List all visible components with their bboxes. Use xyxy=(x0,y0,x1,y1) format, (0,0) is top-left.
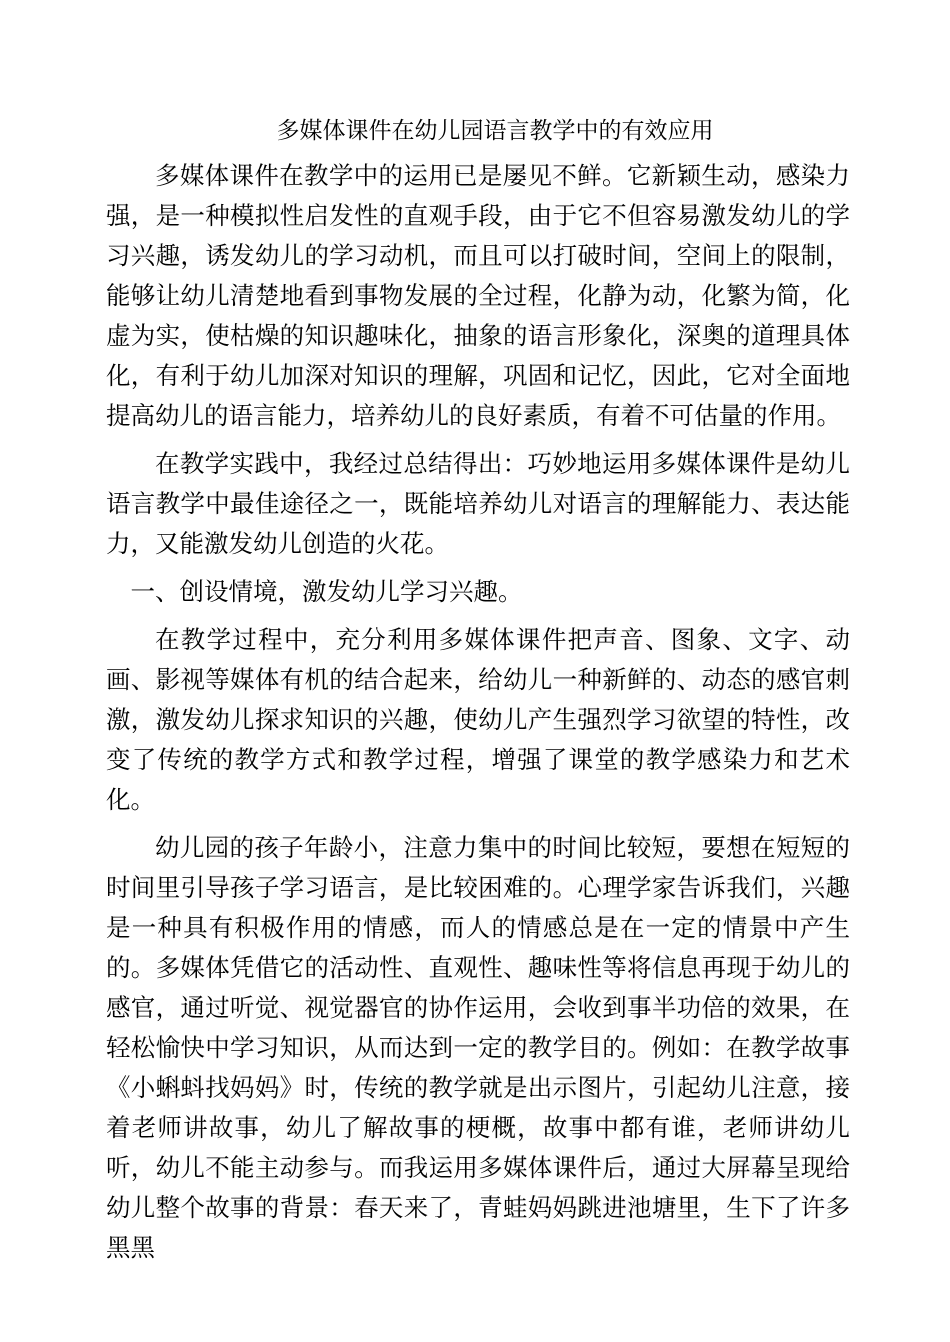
paragraph-4: 幼儿园的孩子年龄小，注意力集中的时间比较短，要想在短短的时间里引导孩子学习语言，是比较困难的。心理学家告诉我们，兴趣是一种具有积极作用的情感，而人的情感总是在一定的情景中产生的。多媒体凭借它的活动性、直观性、趣味性等将信息再现于幼儿的感官，通过听觉、视觉器官的协作运用，会收到事半功倍的效果，在轻松愉快中学习知识，从而达到一定的教学目的。例如：在教学故事《小蝌蚪找妈妈》时，传统的教学就是出示图片，引起幼儿注意，接着老师讲故事，幼儿了解故事的梗概，故事中都有谁，老师讲幼儿听，幼儿不能主动参与。而我运用多媒体课件后，通过大屏幕呈现给幼儿整个故事的背景：春天来了，青蛙妈妈跳进池塘里，生下了许多黑黑 xyxy=(106,833,850,1262)
paragraph-1: 多媒体课件在教学中的运用已是屡见不鲜。它新颖生动，感染力强，是一种模拟性启发性的直观手段，由于它不但容易激发幼儿的学习兴趣，诱发幼儿的学习动机，而且可以打破时间，空间上的限制，能够让幼儿清楚地看到事物发展的全过程，化静为动，化繁为简，化虚为实，使枯燥的知识趣味化，抽象的语言形象化，深奥的道理具体化，有利于幼儿加深对知识的理解，巩固和记忆，因此，它对全面地提高幼儿的语言能力，培养幼儿的良好素质，有着不可估量的作用。 xyxy=(106,161,850,430)
paragraph-2: 在教学实践中，我经过总结得出：巧妙地运用多媒体课件是幼儿语言教学中最佳途径之一，既能培养幼儿对语言的理解能力、表达能力，又能激发幼儿创造的火花。 xyxy=(106,449,850,558)
document-body xyxy=(106,156,850,1268)
document-title: 多媒体课件在幼儿园语言教学中的有效应用 xyxy=(276,118,714,144)
section-heading-1: 一、创设情境，激发幼儿学习兴趣。 xyxy=(130,577,523,606)
paragraph-3: 在教学过程中，充分利用多媒体课件把声音、图象、文字、动画、影视等媒体有机的结合起来，给幼儿一种新鲜的、动态的感官刺激，激发幼儿探求知识的兴趣，使幼儿产生强烈学习欲望的特性，改变了传统的教学方式和教学过程，增强了课堂的教学感染力和艺术化。 xyxy=(106,625,850,814)
